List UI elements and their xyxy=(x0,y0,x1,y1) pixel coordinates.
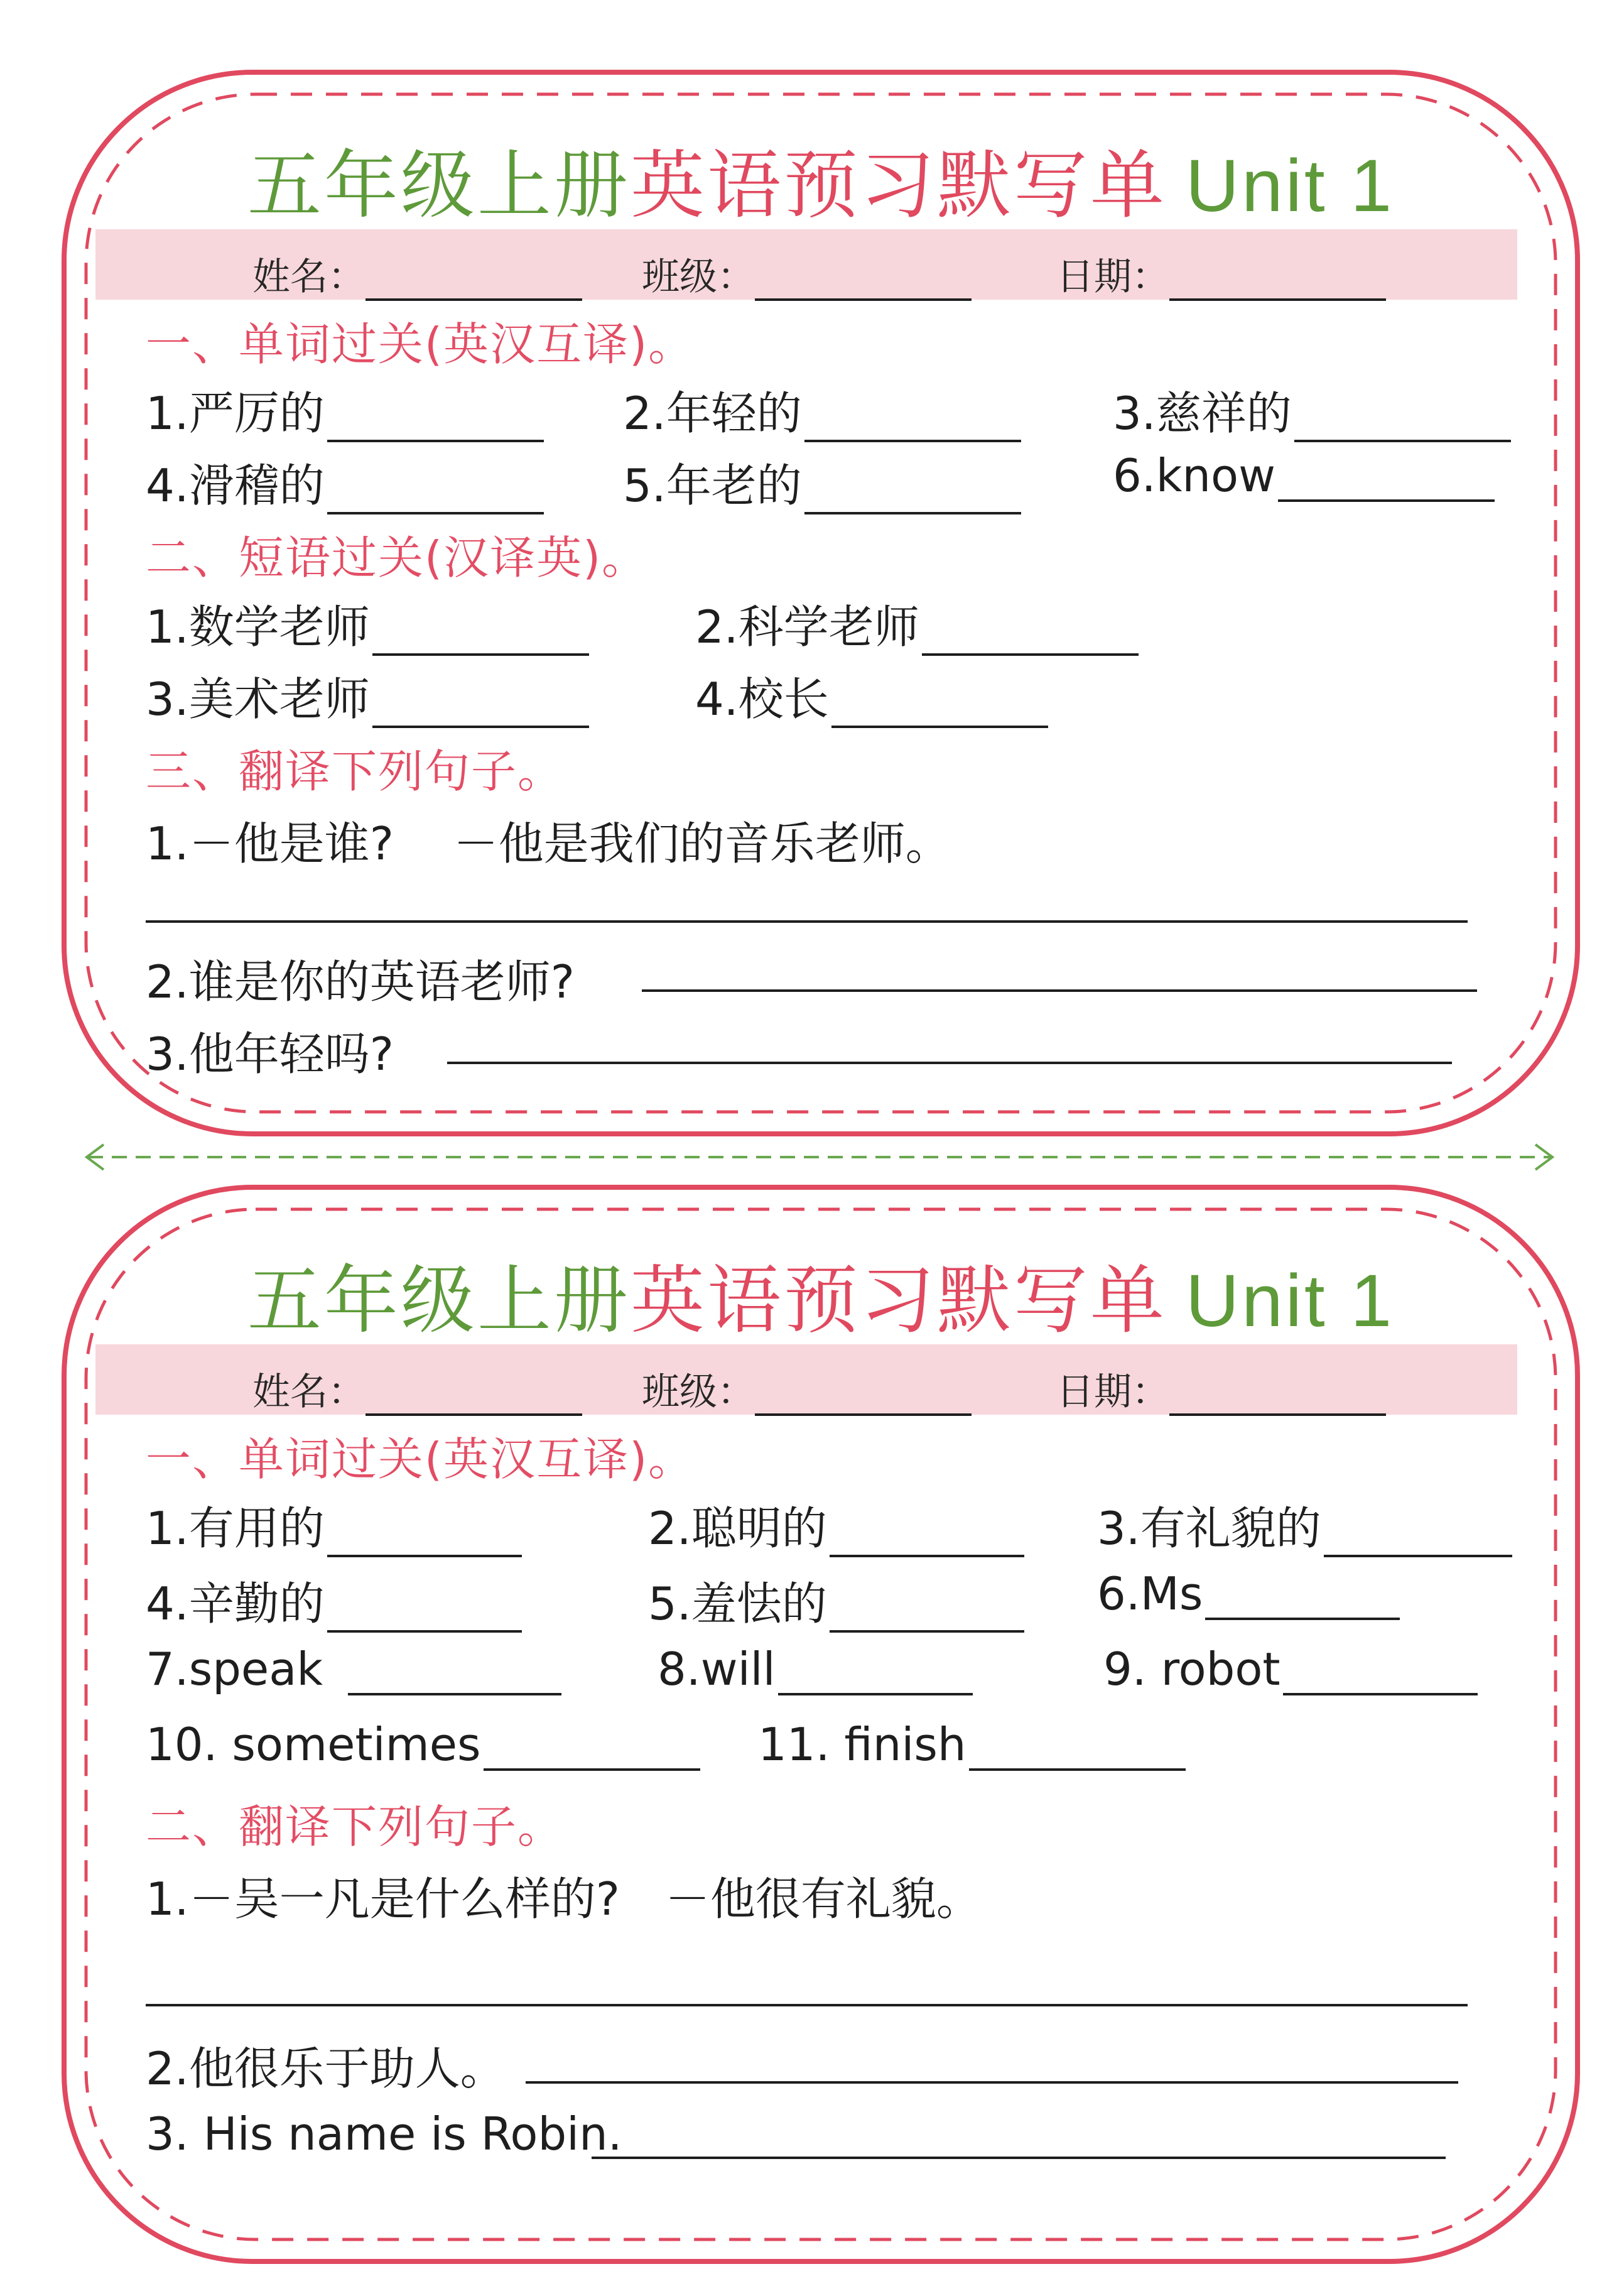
title-grade: 五年级上册 xyxy=(247,142,631,229)
answer-blank[interactable] xyxy=(327,463,544,514)
word-item: 7.speak xyxy=(146,1643,561,1695)
word-item: 4.滑稽的 xyxy=(146,449,544,514)
class-field xyxy=(642,1362,972,1416)
answer-blank[interactable] xyxy=(1294,391,1511,442)
answer-line[interactable] xyxy=(526,2081,1458,2084)
phrase-item: 2.科学老师 xyxy=(695,590,1139,656)
answer-blank[interactable] xyxy=(372,677,589,728)
worksheet-2 xyxy=(61,1184,1581,2265)
sentence-item: 1.－他是谁? －他是我们的音乐老师。 xyxy=(146,817,951,870)
word-item: 10. sometimes xyxy=(146,1718,700,1771)
worksheet-title xyxy=(61,1241,1581,1347)
sentence-item: 2.他很乐于助人。 xyxy=(146,2042,506,2095)
date-blank[interactable] xyxy=(1169,261,1386,301)
name-blank[interactable] xyxy=(365,1376,582,1416)
answer-blank[interactable] xyxy=(830,1581,1024,1633)
answer-line[interactable] xyxy=(642,989,1477,992)
name-field xyxy=(252,247,582,301)
answer-blank[interactable] xyxy=(1283,1644,1478,1695)
class-blank[interactable] xyxy=(755,1376,972,1416)
phrase-item: 3.美术老师 xyxy=(146,663,589,728)
title-grade: 五年级上册 xyxy=(247,1257,631,1344)
word-item: 3.慈祥的 xyxy=(1113,377,1511,442)
date-blank[interactable] xyxy=(1169,1376,1386,1416)
word-item: 6.Ms xyxy=(1097,1567,1400,1620)
worksheet-title xyxy=(61,126,1581,232)
word-item: 4.辛勤的 xyxy=(146,1567,522,1633)
answer-blank[interactable] xyxy=(348,1644,561,1695)
title-unit: Unit 1 xyxy=(1185,144,1395,227)
phrase-item: 4.校长 xyxy=(695,663,1048,728)
word-item: 1.有用的 xyxy=(146,1492,522,1557)
answer-blank[interactable] xyxy=(969,1719,1186,1771)
class-label: 班级： xyxy=(642,255,755,299)
date-label: 日期： xyxy=(1056,1370,1169,1414)
answer-blank[interactable] xyxy=(778,1644,973,1695)
word-item: 2.聪明的 xyxy=(648,1492,1024,1557)
name-label: 姓名： xyxy=(252,255,365,299)
student-info-band xyxy=(95,1344,1517,1415)
answer-line[interactable] xyxy=(592,2157,1446,2159)
section-heading-sentences: 三、翻译下列句子。 xyxy=(146,745,565,798)
word-item: 6.know xyxy=(1113,449,1495,502)
answer-blank[interactable] xyxy=(1205,1569,1400,1620)
word-item: 8.will xyxy=(658,1643,973,1695)
title-subject: 英语预习默写单 xyxy=(630,1257,1167,1344)
word-item: 2.年轻的 xyxy=(623,377,1021,442)
class-field xyxy=(642,247,972,301)
word-item: 1.严厉的 xyxy=(146,377,544,442)
section-heading-phrases: 二、短语过关(汉译英)。 xyxy=(146,531,649,584)
worksheet-1 xyxy=(61,69,1581,1137)
name-label: 姓名： xyxy=(252,1370,365,1414)
name-field xyxy=(252,1362,582,1416)
answer-line[interactable] xyxy=(146,2004,1468,2006)
answer-blank[interactable] xyxy=(1278,450,1495,502)
section-heading-words: 一、单词过关(英汉互译)。 xyxy=(146,318,695,371)
sentence-item: 3.他年轻吗? xyxy=(146,1028,394,1080)
section-heading-sentences: 二、翻译下列句子。 xyxy=(146,1800,565,1853)
answer-blank[interactable] xyxy=(327,1506,522,1557)
title-unit: Unit 1 xyxy=(1185,1260,1395,1342)
answer-blank[interactable] xyxy=(804,391,1021,442)
date-field xyxy=(1056,1362,1386,1416)
answer-blank[interactable] xyxy=(830,1506,1024,1557)
answer-blank[interactable] xyxy=(831,677,1048,728)
answer-line[interactable] xyxy=(447,1062,1452,1064)
answer-blank[interactable] xyxy=(327,1581,522,1633)
student-info-band xyxy=(95,229,1517,300)
date-label: 日期： xyxy=(1056,255,1169,299)
sentence-item: 2.谁是你的英语老师? xyxy=(146,955,575,1008)
date-field xyxy=(1056,247,1386,301)
sentence-item: 3. His name is Robin. xyxy=(146,2108,622,2160)
answer-line[interactable] xyxy=(146,920,1468,923)
answer-blank[interactable] xyxy=(922,604,1139,656)
word-item: 5.羞怯的 xyxy=(648,1567,1024,1633)
sentence-item: 1.－吴一凡是什么样的? －他很有礼貌。 xyxy=(146,1873,982,1925)
word-item: 9. robot xyxy=(1103,1643,1478,1695)
answer-blank[interactable] xyxy=(327,391,544,442)
class-label: 班级： xyxy=(642,1370,755,1414)
title-subject: 英语预习默写单 xyxy=(630,142,1167,229)
name-blank[interactable] xyxy=(365,261,582,301)
word-item: 11. finish xyxy=(758,1718,1186,1771)
phrase-item: 1.数学老师 xyxy=(146,590,589,656)
section-heading-words: 一、单词过关(英汉互译)。 xyxy=(146,1433,695,1486)
answer-blank[interactable] xyxy=(1324,1506,1512,1557)
class-blank[interactable] xyxy=(755,261,972,301)
answer-blank[interactable] xyxy=(372,604,589,656)
word-item: 3.有礼貌的 xyxy=(1097,1492,1512,1557)
answer-blank[interactable] xyxy=(804,463,1021,514)
answer-blank[interactable] xyxy=(484,1719,700,1771)
word-item: 5.年老的 xyxy=(623,449,1021,514)
